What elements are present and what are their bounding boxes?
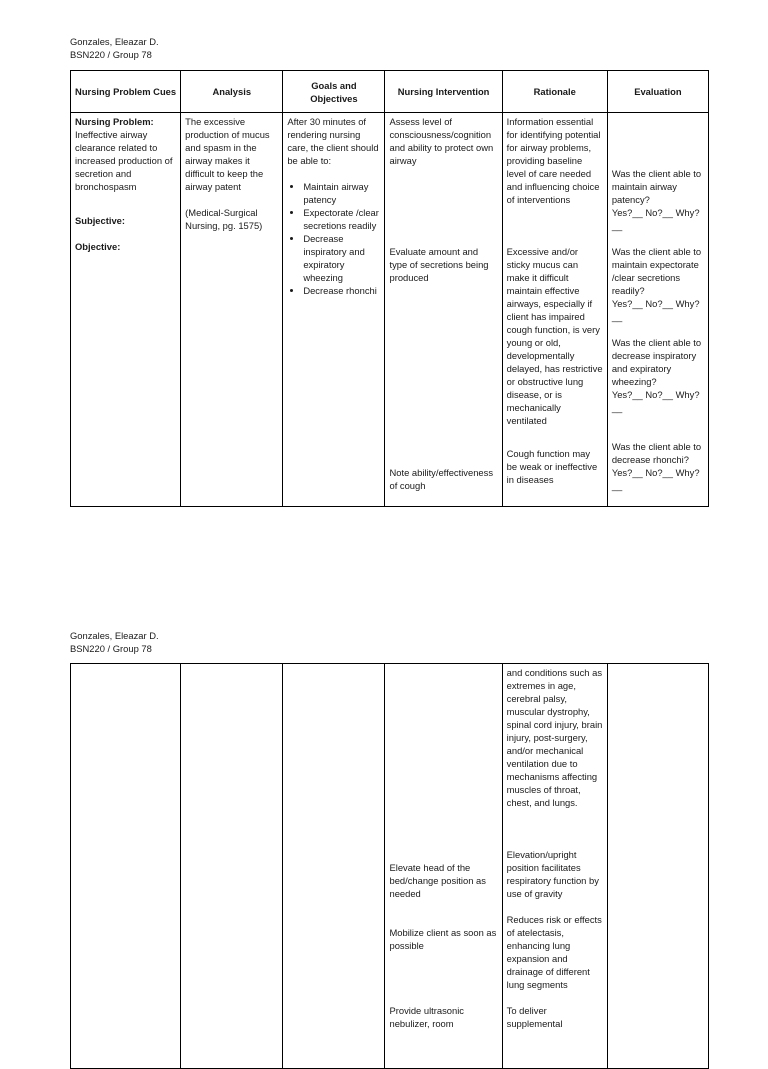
evaluation-item — [612, 336, 704, 414]
rationale-text: Excessive and/or sticky mucus can make it difficult maintain effective airways, especially if client has impaired cough function, is very young or old, developmentally delayed, has restrictive or obstructive lung disease, or is mechanically ventilated — [506, 246, 603, 426]
table-row — [71, 664, 709, 1069]
table-row — [71, 113, 709, 507]
column-header: Nursing Problem Cues — [71, 71, 181, 113]
evaluation-question: Was the client able to decrease rhonchi? — [611, 441, 702, 465]
column-header: Rationale — [502, 71, 607, 113]
analysis-cell — [181, 113, 283, 507]
evaluation-item — [612, 440, 704, 492]
intervention-text: Evaluate amount and type of secretions being produced — [389, 246, 489, 283]
goals-cell — [283, 113, 385, 507]
list-item: • Maintain airway patency — [303, 180, 380, 206]
rationale-text: Reduces risk or effects of atelectasis, enhancing lung expansion and drainage of different lung segments — [506, 914, 602, 990]
course-group: BSN220 / Group 78 — [70, 643, 152, 654]
evaluation-item — [612, 245, 704, 323]
problem-label: Nursing Problem: — [75, 116, 154, 127]
evaluation-answer: Yes?__ No?__ Why? __ — [611, 389, 700, 413]
evaluation-answer: Yes?__ No?__ Why? __ — [611, 467, 700, 491]
rationale-text: and conditions such as extremes in age, cerebral palsy, muscular dystrophy, spinal cord injury, brain injury, post-surgery, and/or mechanical ventilation due to mechanisms affecting muscles of throat, chest, and lungs. — [506, 667, 603, 808]
rationale-text: Cough function may be weak or ineffective in diseases — [506, 448, 598, 485]
interventions-cell — [385, 113, 502, 507]
cues-cell — [71, 113, 181, 507]
subjective-label: Subjective: — [75, 215, 126, 226]
list-item: • Expectorate /clear secretions readily — [303, 206, 380, 232]
evaluation-cell — [607, 664, 708, 1069]
author-name: Gonzales, Eleazar D. — [70, 630, 159, 641]
column-header: Goals and Objectives — [283, 71, 385, 113]
care-plan-table — [70, 70, 709, 507]
goals-cell — [283, 664, 385, 1069]
intervention-text: Elevate head of the bed/change position as needed — [389, 862, 486, 899]
column-header: Analysis — [181, 71, 283, 113]
goals-list — [287, 180, 380, 297]
rationale-cell — [502, 664, 607, 1069]
intervention-text: Note ability/effectiveness of cough — [389, 467, 494, 491]
analysis-reference: (Medical-Surgical Nursing, pg. 1575) — [185, 207, 263, 231]
column-header: Nursing Intervention — [385, 71, 502, 113]
rationale-cell — [502, 113, 607, 507]
list-item: • Decrease rhonchi — [303, 284, 380, 297]
page-header — [70, 35, 159, 61]
evaluation-question: Was the client able to maintain expectorate /clear secretions readily? — [611, 246, 702, 296]
table-header-row — [71, 71, 709, 113]
goals-intro: After 30 minutes of rendering nursing care, the client should be able to: — [287, 116, 379, 166]
page-header — [70, 629, 159, 655]
cues-cell — [71, 664, 181, 1069]
evaluation-cell — [607, 113, 708, 507]
care-plan-table-continued — [70, 663, 709, 1069]
rationale-text: To deliver supplemental — [506, 1005, 563, 1029]
evaluation-answer: Yes?__ No?__ Why? __ — [611, 298, 700, 322]
author-name: Gonzales, Eleazar D. — [70, 36, 159, 47]
list-item: • Decrease inspiratory and expiratory wheezing — [303, 232, 380, 284]
rationale-text: Information essential for identifying potential for airway problems, providing baseline level of care needed and influencing choice of interventions — [506, 116, 601, 205]
objective-label: Objective: — [75, 241, 121, 252]
intervention-text: Provide ultrasonic nebulizer, room — [389, 1005, 464, 1029]
column-header: Evaluation — [607, 71, 708, 113]
evaluation-answer: Yes?__ No?__ Why? __ — [611, 207, 700, 231]
intervention-text: Mobilize client as soon as possible — [389, 927, 497, 951]
problem-text: Ineffective airway clearance related to increased production of secretion and bronchospasm — [75, 129, 173, 192]
evaluation-question: Was the client able to decrease inspiratory and expiratory wheezing? — [611, 337, 702, 387]
evaluation-item — [612, 167, 704, 232]
rationale-text: Elevation/upright position facilitates respiratory function by use of gravity — [506, 849, 599, 899]
analysis-cell — [181, 664, 283, 1069]
course-group: BSN220 / Group 78 — [70, 49, 152, 60]
intervention-text: Assess level of consciousness/cognition and ability to protect own airway — [389, 116, 494, 166]
evaluation-question: Was the client able to maintain airway patency? — [611, 168, 702, 205]
analysis-text: The excessive production of mucus and spasm in the airway makes it difficult to keep the airway patent — [185, 116, 270, 192]
interventions-cell — [385, 664, 502, 1069]
